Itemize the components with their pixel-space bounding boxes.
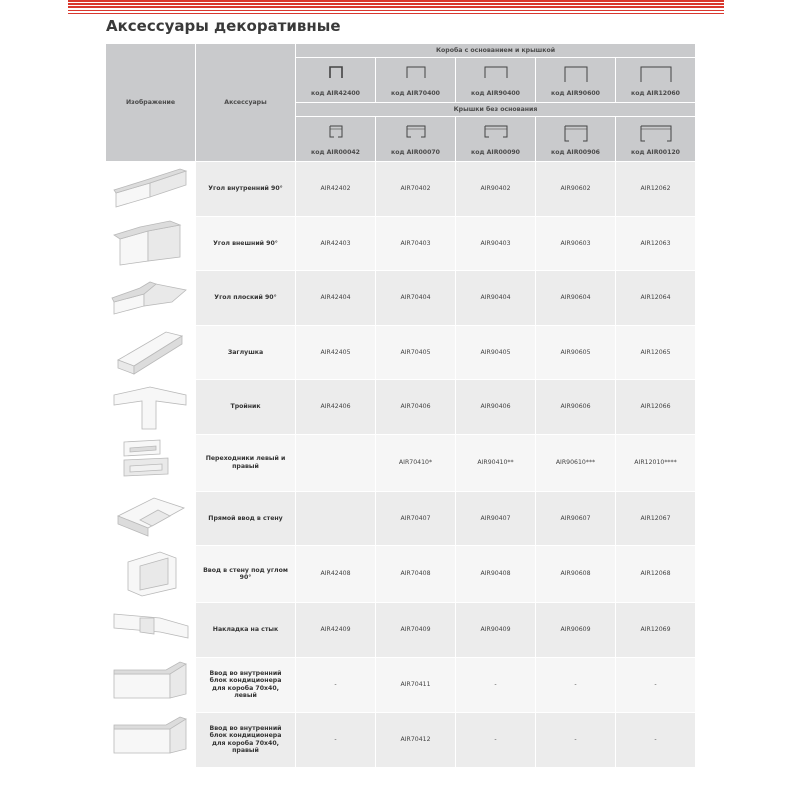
product-image bbox=[106, 491, 196, 546]
product-code: AIR70409 bbox=[376, 603, 456, 658]
box-header-4 bbox=[536, 58, 616, 103]
wall-entry-icon bbox=[110, 492, 192, 542]
box-header-5 bbox=[616, 58, 696, 103]
product-code: - bbox=[296, 657, 376, 712]
ac-inlet-right-icon bbox=[110, 713, 192, 763]
table-row bbox=[106, 325, 696, 380]
table-row bbox=[106, 380, 696, 435]
product-code: AIR70403 bbox=[376, 216, 456, 271]
tee-icon bbox=[110, 381, 192, 431]
end-cap-icon bbox=[110, 326, 192, 376]
product-image bbox=[106, 603, 196, 658]
product-code: AIR70406 bbox=[376, 380, 456, 435]
cover-header-3 bbox=[456, 117, 536, 162]
accessory-name: Угол внешний 90° bbox=[196, 216, 296, 271]
product-code: AIR90404 bbox=[456, 271, 536, 326]
product-code: AIR90409 bbox=[456, 603, 536, 658]
product-code: AIR70410* bbox=[376, 434, 456, 491]
product-code: AIR90607 bbox=[536, 491, 616, 546]
table-row bbox=[106, 546, 696, 603]
product-image bbox=[106, 216, 196, 271]
box-header-3 bbox=[456, 58, 536, 103]
accessory-name: Заглушка bbox=[196, 325, 296, 380]
box-header-1 bbox=[296, 58, 376, 103]
product-image bbox=[106, 162, 196, 217]
outer-corner-icon bbox=[110, 217, 192, 267]
product-code: AIR90606 bbox=[536, 380, 616, 435]
box-profile-icon bbox=[404, 64, 428, 80]
product-code: AIR90407 bbox=[456, 491, 536, 546]
inner-corner-icon bbox=[110, 163, 192, 213]
product-code: - bbox=[296, 712, 376, 767]
cover-header-2 bbox=[376, 117, 456, 162]
product-code: AIR70402 bbox=[376, 162, 456, 217]
header-stripes bbox=[68, 0, 724, 10]
product-code: AIR42408 bbox=[296, 546, 376, 603]
cover-code: код AIR00070 bbox=[391, 148, 440, 156]
product-code: AIR12066 bbox=[616, 380, 696, 435]
cover-code: код AIR00120 bbox=[631, 148, 680, 156]
table-row bbox=[106, 271, 696, 326]
product-code: - bbox=[616, 712, 696, 767]
product-code: AIR90405 bbox=[456, 325, 536, 380]
table-row bbox=[106, 216, 696, 271]
product-code: AIR42409 bbox=[296, 603, 376, 658]
product-code: AIR90608 bbox=[536, 546, 616, 603]
product-code: AIR12062 bbox=[616, 162, 696, 217]
accessory-name: Тройник bbox=[196, 380, 296, 435]
product-code: AIR90602 bbox=[536, 162, 616, 217]
cover-code: код AIR00042 bbox=[311, 148, 360, 156]
box-code: код AIR90600 bbox=[551, 89, 600, 97]
box-profile-icon bbox=[482, 64, 510, 80]
accessory-name: Ввод во внутренний блок кондиционера для короба 70x40, правый bbox=[196, 712, 296, 767]
box-profile-icon bbox=[327, 64, 345, 80]
product-code: AIR12069 bbox=[616, 603, 696, 658]
cover-header-4 bbox=[536, 117, 616, 162]
product-code: - bbox=[536, 712, 616, 767]
flat-corner-icon bbox=[110, 272, 192, 322]
cover-header-1 bbox=[296, 117, 376, 162]
joint-cover-icon bbox=[110, 604, 192, 654]
box-profile-icon bbox=[562, 64, 590, 84]
product-code: AIR70412 bbox=[376, 712, 456, 767]
product-code: - bbox=[456, 712, 536, 767]
covers-group-header: Крышки без основания bbox=[296, 103, 696, 117]
product-code: - bbox=[536, 657, 616, 712]
accessory-column-header: Аксессуары bbox=[196, 44, 296, 162]
accessory-name: Угол плоский 90° bbox=[196, 271, 296, 326]
accessory-name: Прямой ввод в стену bbox=[196, 491, 296, 546]
box-code: код AIR90400 bbox=[471, 89, 520, 97]
box-profile-icon bbox=[638, 64, 674, 84]
box-code: код AIR12060 bbox=[631, 89, 680, 97]
cover-code: код AIR00090 bbox=[471, 148, 520, 156]
table-row bbox=[106, 162, 696, 217]
cover-profile-icon bbox=[638, 123, 674, 143]
product-code: AIR12068 bbox=[616, 546, 696, 603]
product-code: AIR42403 bbox=[296, 216, 376, 271]
image-column-header: Изображение bbox=[106, 44, 196, 162]
angled-wall-entry-icon bbox=[110, 548, 192, 598]
product-code: AIR70404 bbox=[376, 271, 456, 326]
product-code: - bbox=[456, 657, 536, 712]
table-row bbox=[106, 603, 696, 658]
product-code: AIR12067 bbox=[616, 491, 696, 546]
product-code: AIR90410** bbox=[456, 434, 536, 491]
product-image bbox=[106, 271, 196, 326]
table-row bbox=[106, 491, 696, 546]
product-code: AIR90605 bbox=[536, 325, 616, 380]
accessory-name: Накладка на стык bbox=[196, 603, 296, 658]
box-code: код AIR70400 bbox=[391, 89, 440, 97]
boxes-group-header: Короба с основанием и крышкой bbox=[296, 44, 696, 58]
product-code bbox=[296, 491, 376, 546]
product-code bbox=[296, 434, 376, 491]
product-code: AIR90603 bbox=[536, 216, 616, 271]
cover-profile-icon bbox=[404, 123, 428, 139]
product-code: AIR90402 bbox=[456, 162, 536, 217]
cover-profile-icon bbox=[482, 123, 510, 139]
page-title: Аксессуары декоративные bbox=[106, 17, 341, 35]
product-code: AIR12064 bbox=[616, 271, 696, 326]
adapter-icon bbox=[110, 436, 192, 486]
product-code: AIR12063 bbox=[616, 216, 696, 271]
cover-code: код AIR00906 bbox=[551, 148, 600, 156]
product-image bbox=[106, 325, 196, 380]
accessory-name: Переходники левый и правый bbox=[196, 434, 296, 491]
product-code: AIR42406 bbox=[296, 380, 376, 435]
product-code: AIR90609 bbox=[536, 603, 616, 658]
accessory-name: Ввод в стену под углом 90° bbox=[196, 546, 296, 603]
product-code: AIR12010**** bbox=[616, 434, 696, 491]
product-code: AIR12065 bbox=[616, 325, 696, 380]
product-image bbox=[106, 657, 196, 712]
product-code: - bbox=[616, 657, 696, 712]
product-code: AIR42405 bbox=[296, 325, 376, 380]
ac-inlet-left-icon bbox=[110, 658, 192, 708]
box-code: код AIR42400 bbox=[311, 89, 360, 97]
cover-profile-icon bbox=[327, 123, 345, 139]
product-code: AIR90610*** bbox=[536, 434, 616, 491]
table-row bbox=[106, 434, 696, 491]
product-image bbox=[106, 546, 196, 603]
product-image bbox=[106, 380, 196, 435]
cover-profile-icon bbox=[562, 123, 590, 143]
product-code: AIR70405 bbox=[376, 325, 456, 380]
product-image bbox=[106, 434, 196, 491]
product-image bbox=[106, 712, 196, 767]
accessories-table bbox=[105, 43, 696, 768]
product-code: AIR70408 bbox=[376, 546, 456, 603]
product-code: AIR90403 bbox=[456, 216, 536, 271]
product-code: AIR70407 bbox=[376, 491, 456, 546]
product-code: AIR90408 bbox=[456, 546, 536, 603]
table-row bbox=[106, 657, 696, 712]
box-header-2 bbox=[376, 58, 456, 103]
product-code: AIR42404 bbox=[296, 271, 376, 326]
product-code: AIR42402 bbox=[296, 162, 376, 217]
cover-header-5 bbox=[616, 117, 696, 162]
accessory-name: Угол внутренний 90° bbox=[196, 162, 296, 217]
product-code: AIR90604 bbox=[536, 271, 616, 326]
accessory-name: Ввод во внутренний блок кондиционера для короба 70x40, левый bbox=[196, 657, 296, 712]
product-code: AIR90406 bbox=[456, 380, 536, 435]
product-code: AIR70411 bbox=[376, 657, 456, 712]
table-row bbox=[106, 712, 696, 767]
